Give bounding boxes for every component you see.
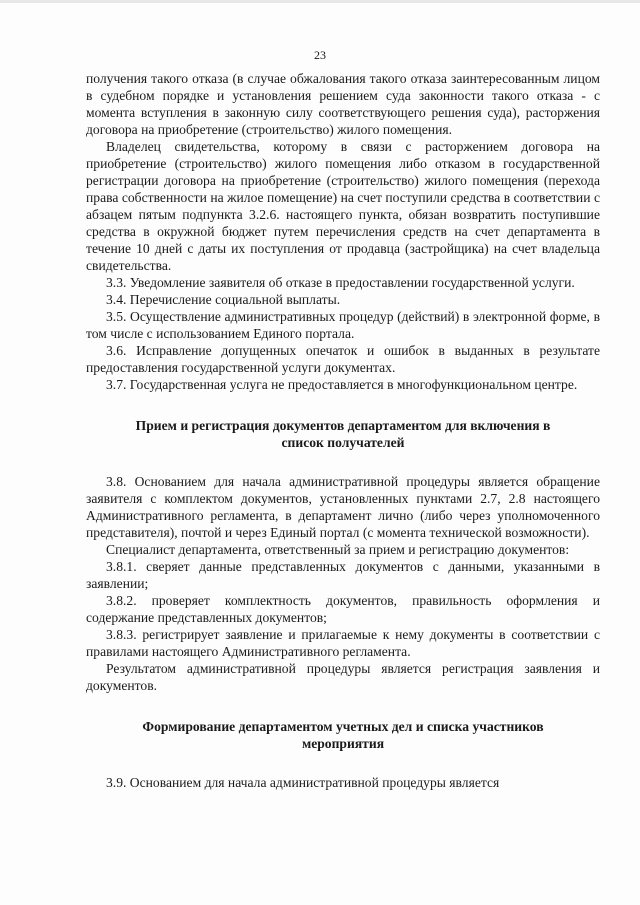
paragraph: 3.8.1. сверяет данные представленных документов с данными, указанными в заявлении; bbox=[86, 559, 600, 591]
paragraph: 3.7. Государственная услуга не предоставляется в многофункциональном центре. bbox=[106, 377, 578, 392]
paragraph: 3.4. Перечисление социальной выплаты. bbox=[106, 292, 341, 307]
paragraph: 3.5. Осуществление административных процедур (действий) в электронной форме, в том числе с использованием Единого портала. bbox=[86, 309, 600, 341]
paragraph: 3.9. Основанием для начала административной процедуры является bbox=[106, 775, 500, 790]
section-heading: Формирование департаментом учетных дел и списка участников мероприятия bbox=[142, 719, 544, 751]
paragraph: Владелец свидетельства, которому в связи с расторжением договора на приобретение (строительство) жилого помещения либо отказом в государственной регистрации договора на приобретение (строительство) жилого помещения (перехода права собственности на жилое помещение) на счет поступили средства в соответствии с абзацем пятым подпункта 3.2.6. настоящего пункта, обязан возвратить поступившие средства в окружной бюджет путем перечисления средств на счет департамента в течение 10 дней с даты их поступления от продавца (застройщика) на счет владельца свидетельства. bbox=[86, 139, 600, 273]
document-body bbox=[86, 70, 600, 791]
paragraph: получения такого отказа (в случае обжалования такого отказа заинтересованным лицом в судебном порядке и установления решением суда законности такого отказа - с момента вступления в законную силу соответствующего решения суда), расторжения договора на приобретение (строительство) жилого помещения. bbox=[86, 71, 600, 137]
paragraph: Специалист департамента, ответственный за прием и регистрацию документов: bbox=[106, 542, 570, 557]
paragraph: 3.8. Основанием для начала административной процедуры является обращение заявителя с комплектом документов, установленных пунктами 2.7, 2.8 настоящего Административного регламента, в департамент лично (либо через уполномоченного представителя), почтой и через Единый портал (с момента технической возможности). bbox=[86, 474, 600, 540]
paragraph: 3.3. Уведомление заявителя об отказе в предоставлении государственной услуги. bbox=[106, 275, 575, 290]
paragraph: 3.8.3. регистрирует заявление и прилагаемые к нему документы в соответствии с правилами настоящего Административного регламента. bbox=[86, 627, 600, 659]
scan-edge bbox=[0, 0, 640, 3]
paragraph: 3.8.2. проверяет комплектность документов, правильность оформления и содержание представленных документов; bbox=[86, 593, 600, 625]
section-heading: Прием и регистрация документов департаментом для включения в список получателей bbox=[135, 418, 551, 450]
page-number: 23 bbox=[314, 48, 326, 62]
paragraph: Результатом административной процедуры является регистрация заявления и документов. bbox=[86, 661, 600, 693]
paragraph: 3.6. Исправление допущенных опечаток и ошибок в выданных в результате предоставления государственной услуги документах. bbox=[86, 343, 600, 375]
